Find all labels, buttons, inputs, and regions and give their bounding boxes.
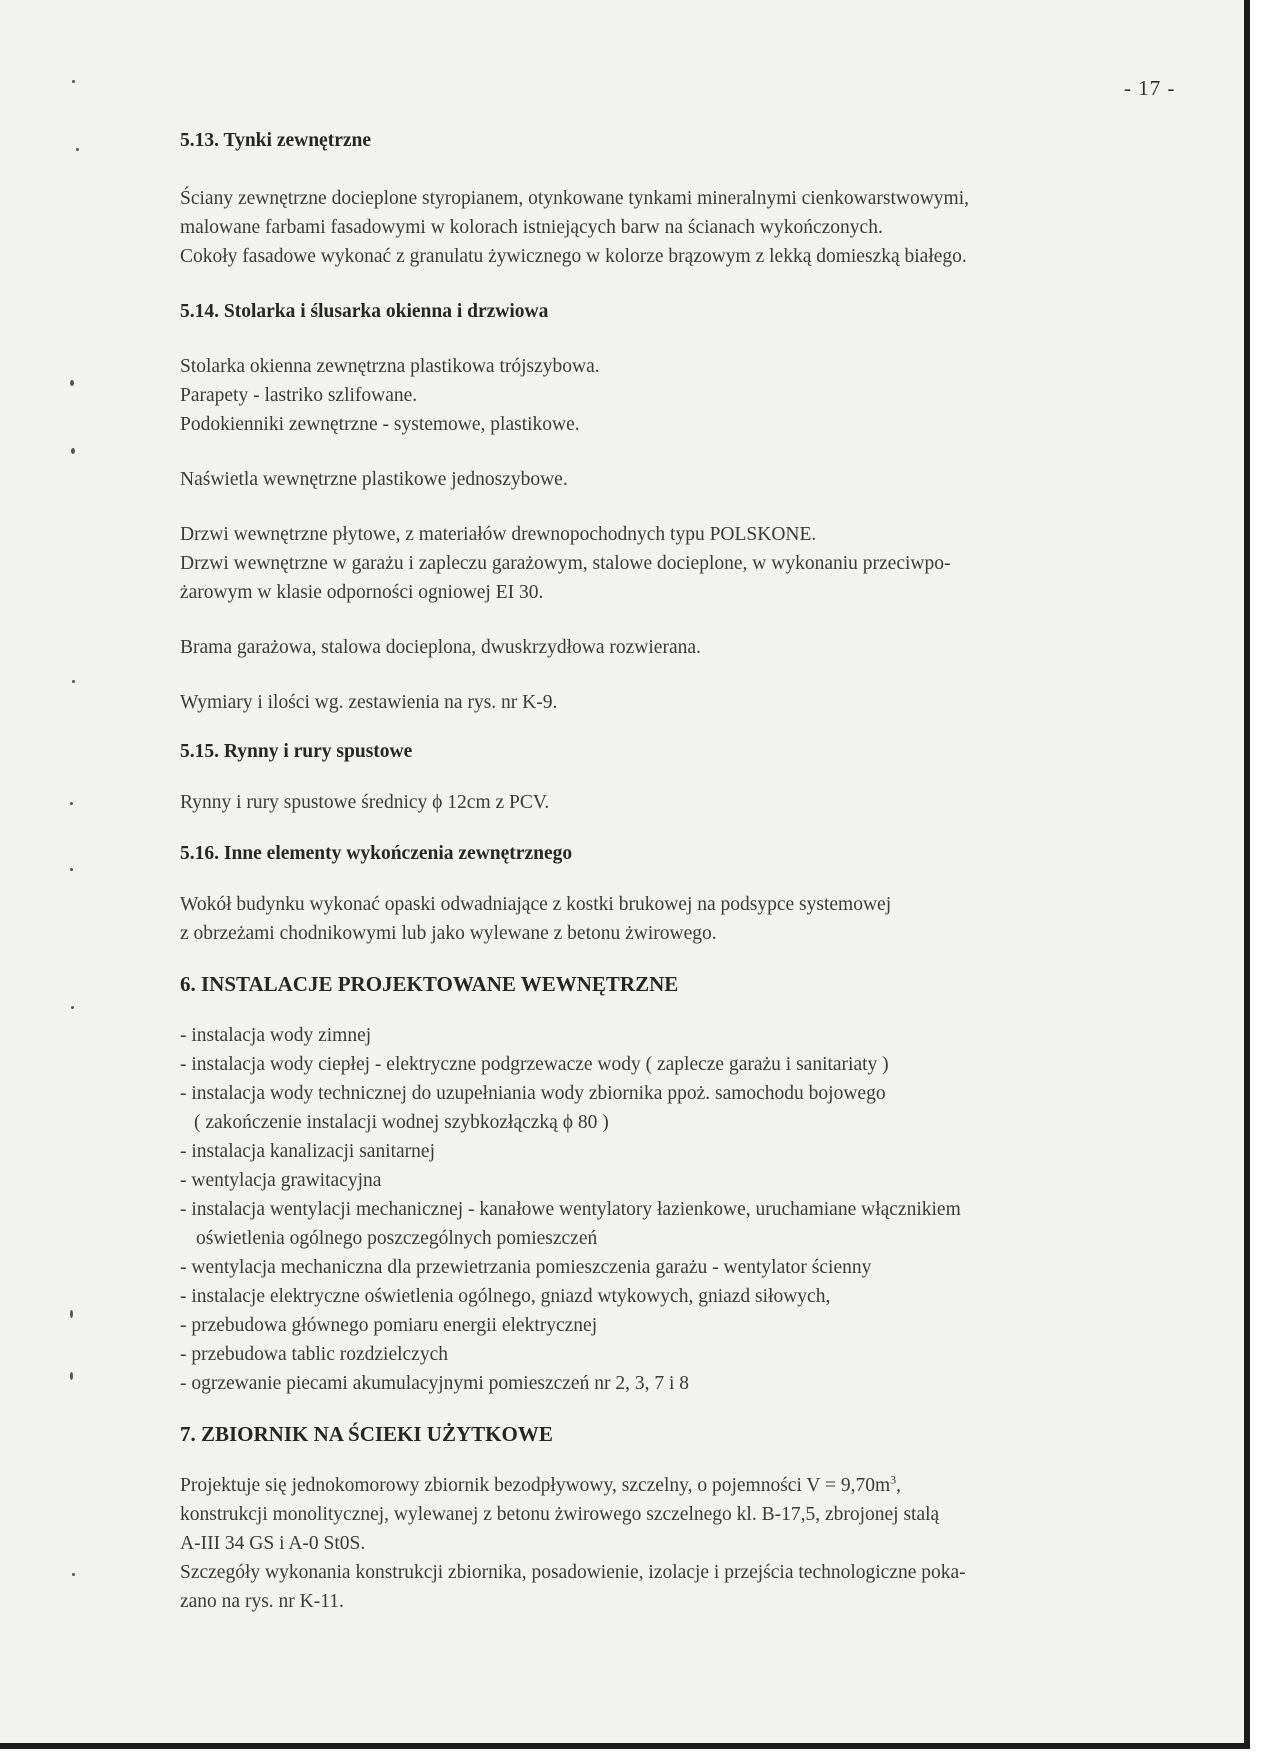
- section-heading-7: 7. ZBIORNIK NA ŚCIEKI UŻYTKOWE: [180, 1422, 553, 1446]
- list-item: - wentylacja grawitacyjna: [180, 1170, 382, 1191]
- paragraph-line: konstrukcji monolitycznej, wylewanej z betonu żwirowego szczelnego kl. B-17,5, zbrojonej stalą: [180, 1504, 940, 1525]
- paragraph-line: Szczegóły wykonania konstrukcji zbiornika, posadowienie, izolacje i przejścia technologiczne poka-: [180, 1562, 966, 1583]
- list-item: - instalacja wody zimnej: [180, 1025, 372, 1046]
- paragraph-line: malowane farbami fasadowymi w kolorach istniejących barw na ścianach wykończonych.: [180, 217, 883, 238]
- scan-mark: [70, 868, 73, 871]
- list-item: - instalacja wody technicznej do uzupełniania wody zbiornika ppoż. samochodu bojowego: [180, 1083, 886, 1104]
- paragraph-line: Naświetla wewnętrzne plastikowe jednoszybowe.: [180, 469, 568, 490]
- scan-mark: [76, 148, 79, 151]
- scan-mark: [72, 1573, 75, 1576]
- scan-mark: [70, 1310, 73, 1318]
- paragraph-line: A-III 34 GS i A-0 St0S.: [180, 1533, 366, 1554]
- scan-mark: [70, 1372, 73, 1380]
- scan-mark: [72, 680, 75, 683]
- paragraph-text: ,: [896, 1475, 902, 1496]
- scan-mark: [70, 380, 74, 386]
- paragraph-line: [180, 1471, 1190, 1500]
- list-item: oświetlenia ogólnego poszczególnych pomieszczeń: [196, 1228, 598, 1249]
- paragraph-line: Drzwi wewnętrzne w garażu i zapleczu garażowym, stalowe docieplone, w wykonaniu przeciwpo-: [180, 553, 951, 574]
- list-item: ( zakończenie instalacji wodnej szybkozłączką ϕ 80 ): [194, 1112, 609, 1133]
- list-item: - instalacja wentylacji mechanicznej - kanałowe wentylatory łazienkowe, uruchamiane włącznikiem: [180, 1199, 961, 1220]
- section-heading-5-16: 5.16. Inne elementy wykończenia zewnętrznego: [180, 843, 573, 864]
- list-item: - przebudowa głównego pomiaru energii elektrycznej: [180, 1315, 598, 1336]
- section-heading-5-13: 5.13. Tynki zewnętrzne: [180, 130, 372, 151]
- paragraph-line: Wokół budynku wykonać opaski odwadniające z kostki brukowej na podsypce systemowej: [180, 894, 892, 915]
- list-item: - wentylacja mechaniczna dla przewietrzania pomieszczenia garażu - wentylator ścienny: [180, 1257, 872, 1278]
- paragraph-line: Podokienniki zewnętrzne - systemowe, plastikowe.: [180, 414, 580, 435]
- paragraph-line: zano na rys. nr K-11.: [180, 1591, 344, 1612]
- section-heading-5-15: 5.15. Rynny i rury spustowe: [180, 741, 413, 762]
- section-heading-6: 6. INSTALACJE PROJEKTOWANE WEWNĘTRZNE: [180, 972, 679, 996]
- scan-mark: [71, 1006, 74, 1009]
- superscript: 3: [890, 1472, 897, 1487]
- paragraph-line: Ściany zewnętrzne docieplone styropianem, otynkowane tynkami mineralnymi cienkowarstwowymi,: [180, 188, 969, 209]
- installations-list: [180, 1021, 1190, 1398]
- paragraph-line: Wymiary i ilości wg. zestawienia na rys. nr K-9.: [180, 692, 558, 713]
- scan-mark: [71, 448, 75, 454]
- list-item: - instalacja kanalizacji sanitarnej: [180, 1141, 435, 1162]
- paragraph-line: Parapety - lastriko szlifowane.: [180, 385, 418, 406]
- document-body: [180, 126, 1190, 1616]
- paragraph-line: Brama garażowa, stalowa docieplona, dwuskrzydłowa rozwierana.: [180, 637, 701, 658]
- scan-mark: [70, 802, 73, 805]
- list-item: - instalacje elektryczne oświetlenia ogólnego, gniazd wtykowych, gniazd siłowych,: [180, 1286, 831, 1307]
- paragraph-line: z obrzeżami chodnikowymi lub jako wylewane z betonu żwirowego.: [180, 923, 717, 944]
- paragraph-line: żarowym w klasie odporności ogniowej EI 30.: [180, 582, 544, 603]
- paragraph-text: Projektuje się jednokomorowy zbiornik bezodpływowy, szczelny, o pojemności V = 9,70m: [180, 1475, 891, 1496]
- paragraph-line: Rynny i rury spustowe średnicy ϕ 12cm z PCV.: [180, 792, 550, 813]
- list-item: - przebudowa tablic rozdzielczych: [180, 1344, 448, 1365]
- page-number: - 17 -: [1124, 76, 1176, 100]
- list-item: - instalacja wody ciepłej - elektryczne podgrzewacze wody ( zaplecze garażu i sanitariaty ): [180, 1054, 889, 1075]
- scan-mark: [72, 80, 75, 83]
- list-item: - ogrzewanie piecami akumulacyjnymi pomieszczeń nr 2, 3, 7 i 8: [180, 1373, 689, 1394]
- paragraph-line: Drzwi wewnętrzne płytowe, z materiałów drewnopochodnych typu POLSKONE.: [180, 524, 817, 545]
- section-heading-5-14: 5.14. Stolarka i ślusarka okienna i drzwiowa: [180, 301, 549, 322]
- paragraph-line: Stolarka okienna zewnętrzna plastikowa trójszybowa.: [180, 356, 600, 377]
- paragraph-line: Cokoły fasadowe wykonać z granulatu żywicznego w kolorze brązowym z lekką domieszką białego.: [180, 246, 967, 267]
